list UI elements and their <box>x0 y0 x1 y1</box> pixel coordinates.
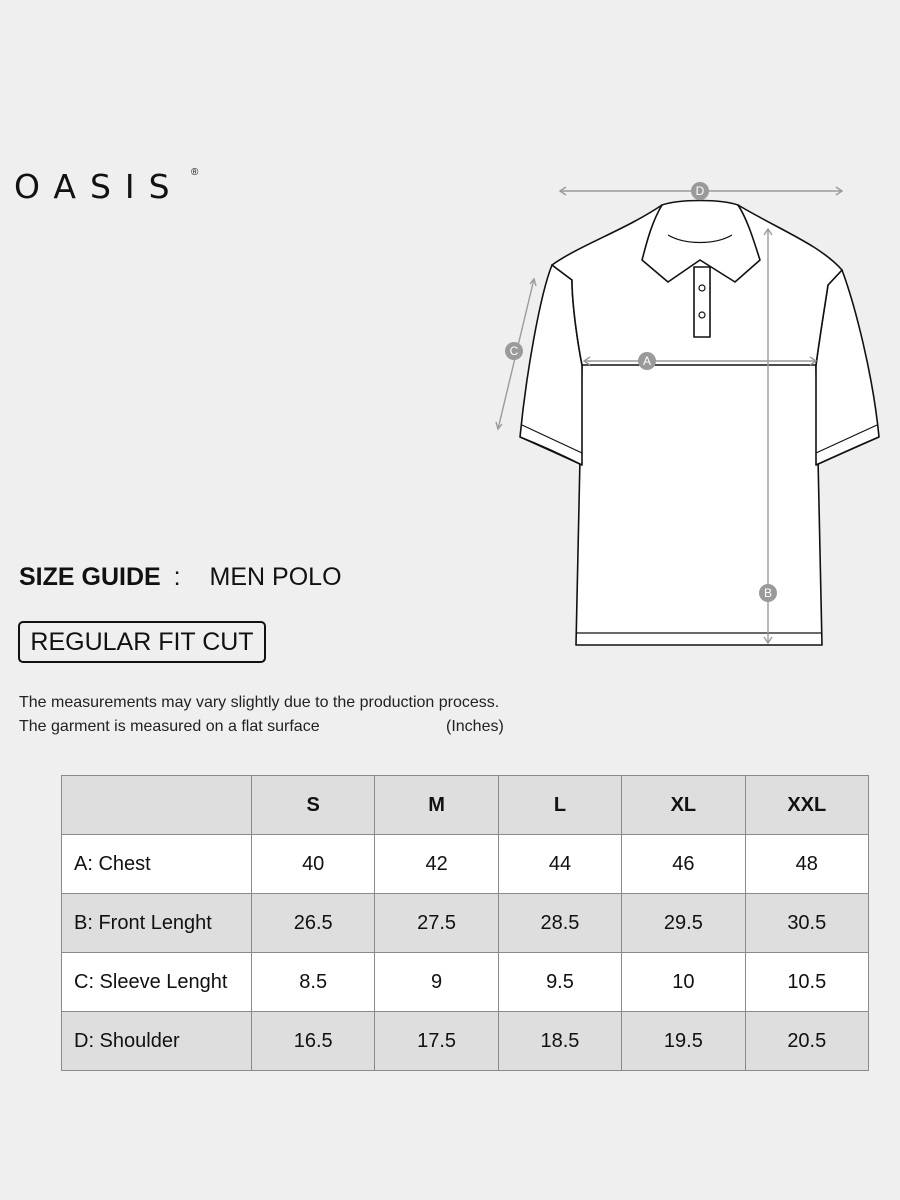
header-cell-l: L <box>498 776 621 835</box>
marker-d-label: D <box>695 184 705 198</box>
table-cell: 44 <box>498 835 621 894</box>
table-cell: 10 <box>622 953 745 1012</box>
row-label: D: Shoulder <box>62 1012 252 1071</box>
table-cell: 16.5 <box>252 1012 375 1071</box>
note-line-2: The garment is measured on a flat surface <box>19 718 320 735</box>
size-table <box>61 775 869 1071</box>
table-cell: 29.5 <box>622 894 745 953</box>
row-label: A: Chest <box>62 835 252 894</box>
page-title <box>19 562 342 592</box>
table-cell: 27.5 <box>375 894 498 953</box>
table-cell: 42 <box>375 835 498 894</box>
table-cell: 9.5 <box>498 953 621 1012</box>
title-product: MEN POLO <box>209 563 342 591</box>
marker-b-label: B <box>763 586 773 600</box>
table-cell: 46 <box>622 835 745 894</box>
table-cell: 19.5 <box>622 1012 745 1071</box>
row-label: C: Sleeve Lenght <box>62 953 252 1012</box>
polo-shirt-diagram <box>490 175 890 665</box>
shirt-placket <box>694 267 710 337</box>
header-cell-xxl: XXL <box>745 776 868 835</box>
table-row <box>62 1012 869 1071</box>
table-cell: 40 <box>252 835 375 894</box>
table-cell: 18.5 <box>498 1012 621 1071</box>
table-cell: 48 <box>745 835 868 894</box>
header-cell-m: M <box>375 776 498 835</box>
table-cell: 28.5 <box>498 894 621 953</box>
table-cell: 9 <box>375 953 498 1012</box>
title-separator: : <box>173 563 181 591</box>
header-cell-xl: XL <box>622 776 745 835</box>
brand-logo: OASIS <box>14 167 184 206</box>
table-row <box>62 894 869 953</box>
table-cell: 26.5 <box>252 894 375 953</box>
title-label: SIZE GUIDE <box>19 563 161 591</box>
table-cell: 30.5 <box>745 894 868 953</box>
unit-label: (Inches) <box>446 718 504 735</box>
note-line-1: The measurements may vary slightly due to the production process. <box>19 694 500 711</box>
marker-a-label: A <box>642 354 652 368</box>
fit-badge: REGULAR FIT CUT <box>18 621 266 663</box>
marker-c-label: C <box>509 344 519 358</box>
header-cell-s: S <box>252 776 375 835</box>
table-cell: 17.5 <box>375 1012 498 1071</box>
table-cell: 20.5 <box>745 1012 868 1071</box>
header-cell-empty <box>62 776 252 835</box>
registered-mark: ® <box>191 167 199 178</box>
table-row <box>62 953 869 1012</box>
table-cell: 10.5 <box>745 953 868 1012</box>
table-row <box>62 835 869 894</box>
table-header-row <box>62 776 869 835</box>
row-label: B: Front Lenght <box>62 894 252 953</box>
table-cell: 8.5 <box>252 953 375 1012</box>
